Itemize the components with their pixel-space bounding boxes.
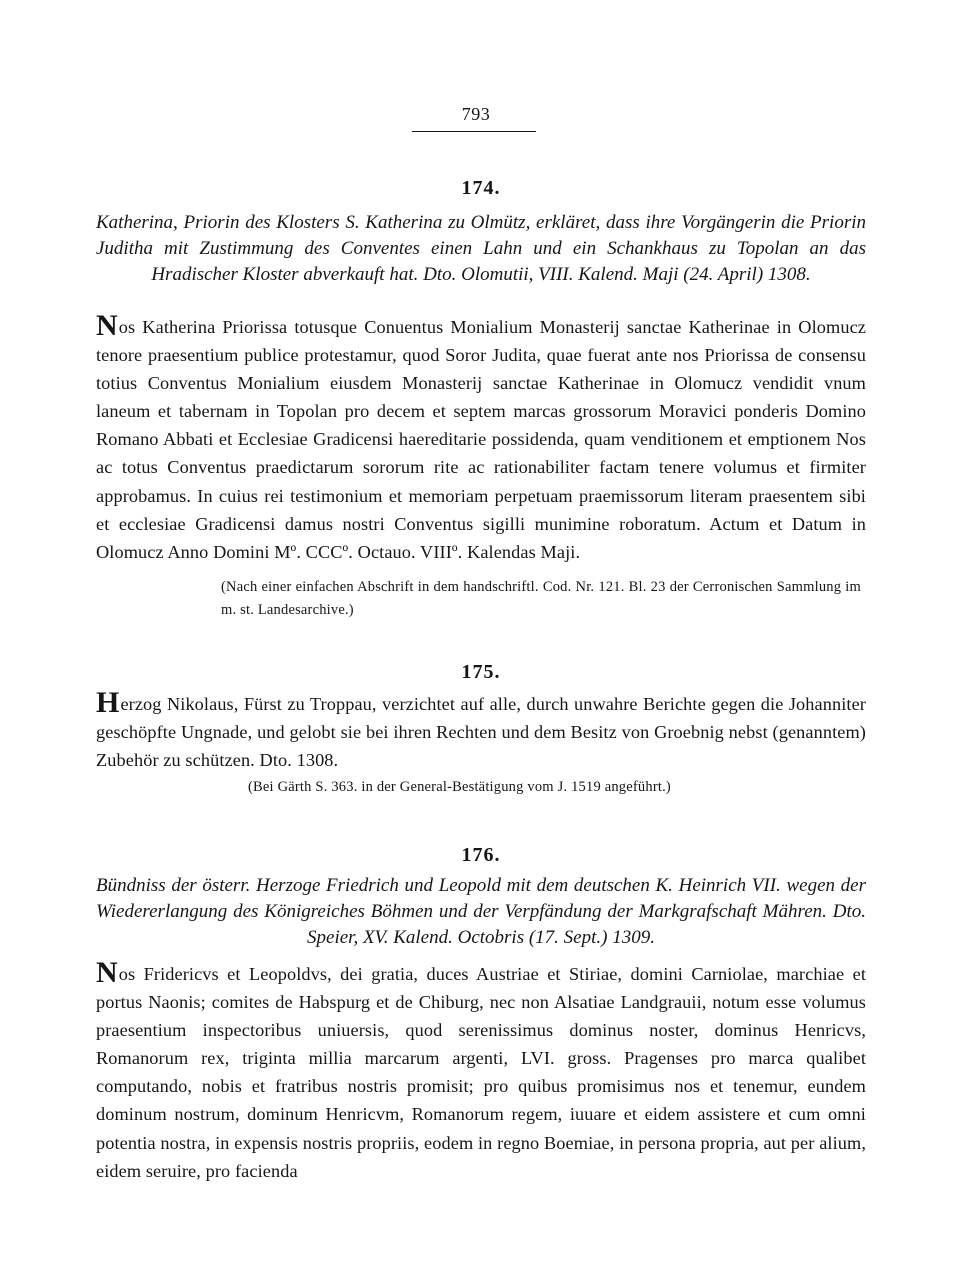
- page-number-rule: [412, 131, 536, 132]
- document-body-175: [96, 686, 866, 774]
- document-heading-174: Katherina, Priorin des Klosters S. Katherina zu Olmütz, erkläret, dass ihre Vorgängerin die Priorin Juditha mit Zustimmung des Conventes einen Lahn und ein Schankhaus zu Topolan an das Hradischer Kloster abverkauft hat. Dto. Olomutii, VIII. Kalend. Maji (24. April) 1308.: [96, 212, 866, 285]
- initial-letter: N: [96, 309, 118, 342]
- document-number-176: 176.: [461, 844, 501, 866]
- document-heading-176: Bündniss der österr. Herzoge Friedrich und Leopold mit dem deutschen K. Heinrich VII. wegen der Wiedererlangung des Königreiches Böhmen und der Verpfändung der Markgrafschaft Mähren. Dto. Speier, XV. Kalend. Octobris (17. Sept.) 1309.: [96, 875, 866, 948]
- document-body-176: [96, 956, 866, 1185]
- source-note-175: (Bei Gärth S. 363. in der General-Bestätigung vom J. 1519 angeführt.): [248, 779, 671, 795]
- page-number: 793: [461, 104, 491, 124]
- document-page: [96, 0, 866, 1284]
- document-number-174: 174.: [461, 177, 501, 199]
- initial-letter: N: [96, 956, 118, 989]
- source-note-174: (Nach einer einfachen Abschrift in dem handschriftl. Cod. Nr. 121. Bl. 23 der Cerronischen Sammlung im m. st. Landesarchive.): [221, 579, 861, 618]
- body-text-174: os Katherina Priorissa totusque Conuentus Monialium Monasterij sanctae Katherinae in Olomucz tenore praesentium publice protestamur, quod Soror Judita, quae fuerat ante nos Priorissa de consensu totius Conventus Monialium eiusdem Monasterij sanctae Katherinae in Olomucz vendidit vnum laneum et tabernam in Topolan pro decem et septem marcas grossorum Moravici ponderis Domino Romano Abbati et Ecclesiae Gradicensi haereditarie possidenda, quam venditionem et emptionem Nos ac totus Conventus praedictarum sororum rite ac rationabiliter factam tenere volumus et firmiter approbamus. In cuius rei testimonium et memoriam perpetuam praemissorum literam praesentem sibi et ecclesiae Gradicensi damus nostri Conventus sigilli munimine roboratum. Actum et Datum in Olomucz Anno Domini Mº. CCCº. Octauo. VIIIº. Kalendas Maji.: [96, 317, 866, 562]
- document-body-174: [96, 309, 866, 566]
- body-text-176: os Fridericvs et Leopoldvs, dei gratia, duces Austriae et Stiriae, domini Carniolae, marchiae et portus Naonis; comites de Habspurg et de Chiburg, nec non Alsatiae Landgrauii, notum esse volumus praesentium inspectoribus uniuersis, quod serenissimus dominus noster, dominus Henricvs, Romanorum rex, triginta millia marcarum argenti, LVI. gross. Pragenses pro marca qualibet computando, nobis et fratribus nostris promisit; pro quibus promisimus nos et tenemur, eundem dominum nostrum, dominum Henricvm, Romanorum regem, iuuare et eidem assistere et cum omni potentia nostra, in expensis nostris propriis, eodem in regno Boemiae, in persona propria, aut per alium, eidem seruire, pro facienda: [96, 964, 866, 1181]
- body-text-175: erzog Nikolaus, Fürst zu Troppau, verzichtet auf alle, durch unwahre Berichte gegen die Johanniter geschöpfte Ungnade, und gelobt sie bei ihren Rechten und dem Besitz von Groebnig nebst (genanntem) Zubehör zu schützen. Dto. 1308.: [96, 694, 866, 771]
- document-number-175: 175.: [461, 661, 501, 683]
- initial-letter: H: [96, 686, 120, 719]
